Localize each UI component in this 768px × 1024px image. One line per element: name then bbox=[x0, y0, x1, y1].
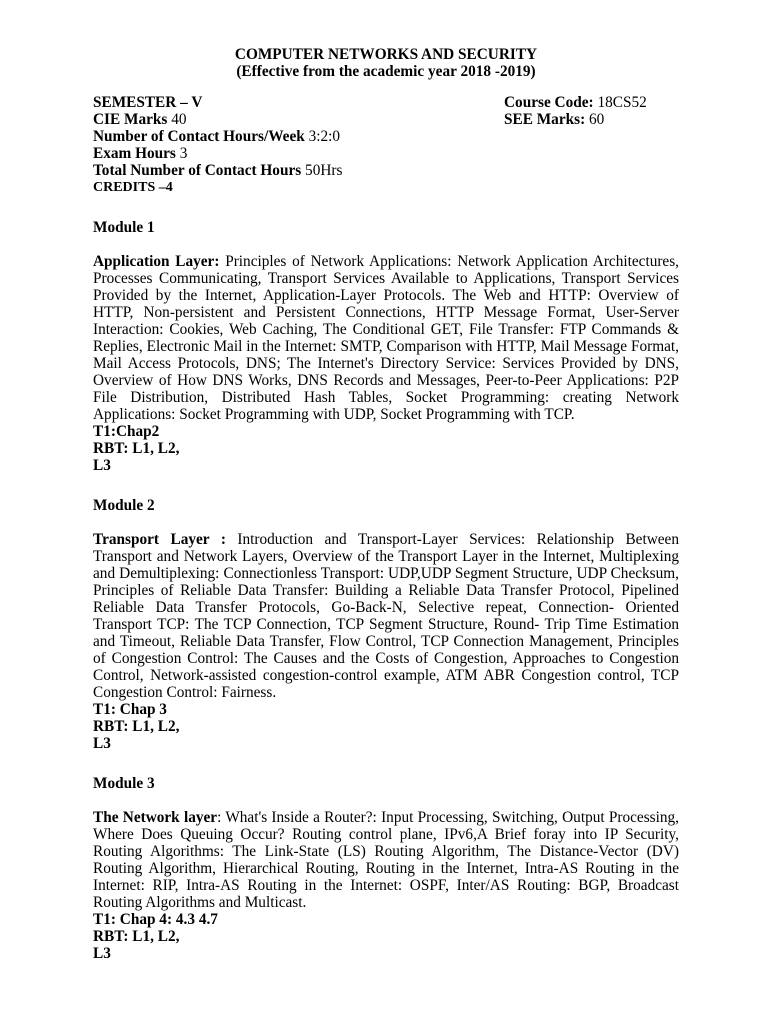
module-2-heading: Module 2 bbox=[93, 497, 155, 514]
module-1-text: Principles of Network Applications: Network Application Architectures, Processes Communicating, Transport Services Available to Applications, Transport Services Provided by the Internet, Application-Layer Protocols. The Web and HTTP: Overview of HTTP, Non-persistent and Persistent Connections, HTTP Message Format, User-Server Interaction: Cookies, Web Caching, The Conditional GET, File Transfer: FTP Commands & Replies, Electronic Mail in the Internet: SMTP, Comparison with HTTP, Mail Message Format, Mail Access Protocols, DNS; The Internet's Directory Service: Services Provided by DNS, Overview of How DNS Works, DNS Records and Messages, Peer-to-Peer Applications: P2P File Distribution, Distributed Hash Tables, Socket Programming: creating Network Applications: Socket Programming with UDP, Socket Programming with TCP. bbox=[93, 253, 679, 423]
course-code bbox=[504, 94, 647, 111]
module-3-lead: The Network layer bbox=[93, 809, 218, 826]
module-3-text: : What's Inside a Router?: Input Processing, Switching, Output Processing, Where Does Queuing Occur? Routing control plane, IPv6,A Brief foray into IP Security, Routing Algorithms: The Link-State (LS) Routing Algorithm, The Distance-Vector (DV) Routing Algorithm, Hierarchical Routing, Routing in the Internet, Intra-AS Routing in the Internet: RIP, Intra-AS Routing in the Internet: OSPF, Inter/AS Routing: BGP, Broadcast Routing Algorithms and Multicast. bbox=[93, 809, 679, 911]
semester-label: SEMESTER – V bbox=[93, 94, 203, 111]
cie-label: CIE Marks bbox=[93, 111, 168, 128]
contact-label: Number of Contact Hours/Week bbox=[93, 128, 305, 145]
total-row bbox=[93, 162, 679, 179]
module-1-heading: Module 1 bbox=[93, 219, 155, 236]
course-code-label: Course Code: bbox=[504, 94, 594, 111]
module-2-body bbox=[93, 531, 679, 701]
course-code-value: 18CS52 bbox=[597, 94, 647, 111]
total-label: Total Number of Contact Hours bbox=[93, 162, 302, 179]
module-2-lead: Transport Layer : bbox=[93, 531, 226, 548]
module-1-textbook: T1:Chap2 bbox=[93, 423, 160, 440]
cie-value: 40 bbox=[171, 111, 187, 128]
module-2-rbt: RBT: L1, L2, bbox=[93, 718, 180, 735]
semester-row bbox=[93, 94, 679, 111]
see-label: SEE Marks: bbox=[504, 111, 586, 128]
course-subtitle: (Effective from the academic year 2018 -2019) bbox=[236, 63, 536, 80]
module-3-textbook: T1: Chap 4: 4.3 4.7 bbox=[93, 911, 218, 928]
module-2-text: Introduction and Transport-Layer Services: Relationship Between Transport and Network Layers, Overview of the Transport Layer in the Internet, Multiplexing and Demultiplexing: Connectionless Transport: UDP,UDP Segment Structure, UDP Checksum, Principles of Reliable Data Transfer: Building a Reliable Data Transfer Protocol, Pipelined Reliable Data Transfer Protocols, Go-Back-N, Selective repeat, Connection- Oriented Transport TCP: The TCP Connection, TCP Segment Structure, Round- Trip Time Estimation and Timeout, Reliable Data Transfer, Flow Control, TCP Connection Management, Principles of Congestion Control: The Causes and the Costs of Congestion, Approaches to Congestion Control, Network-assisted congestion-control example, ATM ABR Congestion control, TCP Congestion Control: Fairness. bbox=[93, 531, 679, 701]
module-1-body bbox=[93, 253, 679, 423]
see-marks bbox=[504, 111, 604, 128]
module-3-rbt-cont: L3 bbox=[93, 945, 111, 962]
cie-row bbox=[93, 111, 679, 128]
contact-row bbox=[93, 128, 679, 145]
total-value: 50Hrs bbox=[305, 162, 343, 179]
credits: CREDITS –4 bbox=[93, 180, 173, 195]
course-title: COMPUTER NETWORKS AND SECURITY bbox=[234, 46, 538, 63]
course-meta bbox=[93, 94, 679, 196]
module-3-rbt: RBT: L1, L2, bbox=[93, 928, 180, 945]
module-1-rbt: RBT: L1, L2, bbox=[93, 440, 180, 457]
module-1-lead: Application Layer: bbox=[93, 253, 220, 270]
syllabus-page bbox=[93, 46, 679, 962]
exam-value: 3 bbox=[179, 145, 188, 162]
contact-value: 3:2:0 bbox=[308, 128, 341, 145]
module-3-body bbox=[93, 809, 679, 911]
module-2-rbt-cont: L3 bbox=[93, 735, 111, 752]
module-3-heading: Module 3 bbox=[93, 775, 155, 792]
exam-label: Exam Hours bbox=[93, 145, 176, 162]
module-1-rbt-cont: L3 bbox=[93, 457, 111, 474]
module-2-textbook: T1: Chap 3 bbox=[93, 701, 167, 718]
see-value: 60 bbox=[589, 111, 605, 128]
exam-row bbox=[93, 145, 679, 162]
